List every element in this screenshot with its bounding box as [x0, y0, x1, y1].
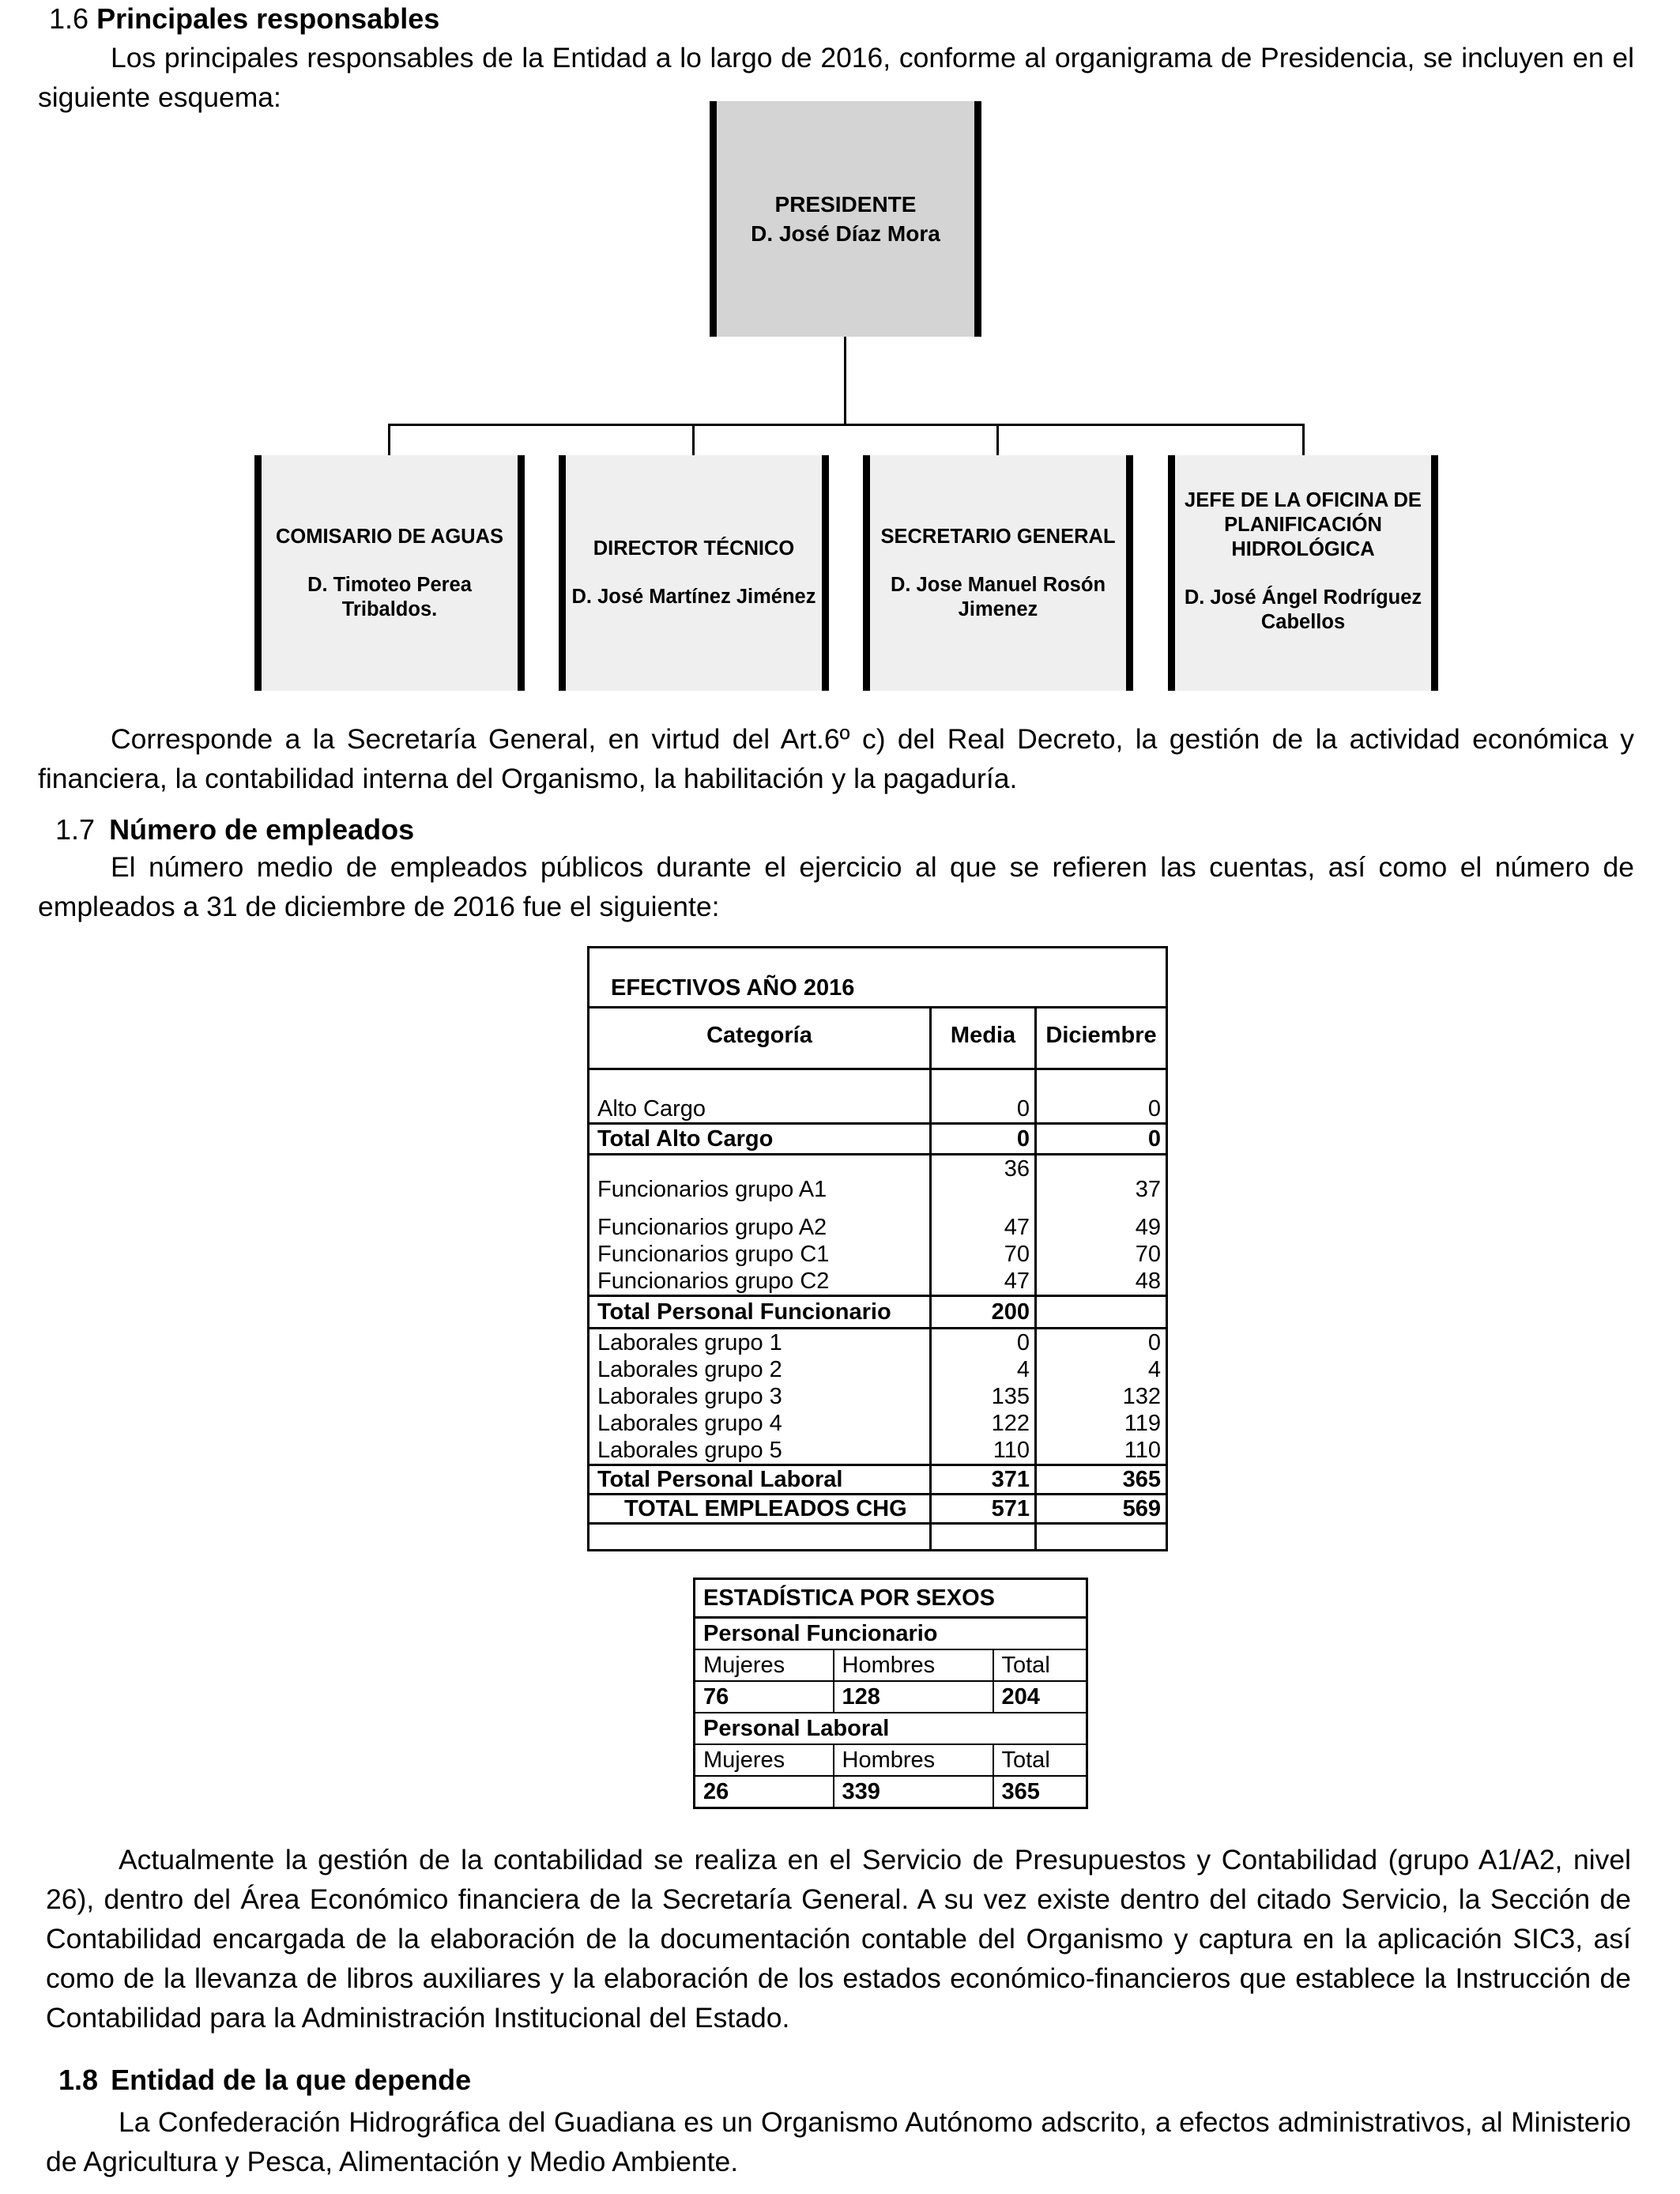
- value-cell: 204: [1001, 1684, 1040, 1710]
- cell-dic: 0: [1147, 1126, 1161, 1152]
- value-cell: 339: [834, 1776, 993, 1808]
- table-row: [590, 1095, 1166, 1124]
- org-name: D. José Ángel Rodríguez Cabellos: [1184, 586, 1422, 633]
- section-title: Número de empleados: [109, 813, 415, 846]
- cell-media: 571: [991, 1496, 1030, 1521]
- section-number: 1.6: [49, 2, 89, 35]
- col-header: Hombres: [834, 1649, 993, 1681]
- cell-media: 4: [1016, 1357, 1030, 1382]
- table-row: [695, 1579, 1087, 1618]
- paragraph-contabilidad: Actualmente la gestión de la contabilidad se realiza en el Servicio de Presupuestos y Contabilidad (grupo A1/A2, nivel 26), dentro del Área Económico financiera de la Secretaría General. A su vez existe dentro del citado Servicio, la Sección de Contabilidad encargada de la elaboración de la documentación contable del Organismo y captura en la aplicación SIC3, así como de la llevanza de libros auxiliares y la elaboración de los estados económico-financieros que establece la Instrucción de Contabilidad para la Administración Institucional del Estado.: [46, 1844, 1631, 2034]
- org-role: DIRECTOR TÉCNICO: [593, 537, 795, 560]
- cell-label: Laborales grupo 4: [597, 1411, 782, 1436]
- section-number: 1.7: [55, 813, 96, 846]
- col-header: Hombres: [834, 1744, 993, 1776]
- efectivos-table: [587, 946, 1168, 1551]
- sexos-table: [693, 1578, 1088, 1809]
- org-role: COMISARIO DE AGUAS: [275, 525, 504, 548]
- efectivos-title: EFECTIVOS AÑO 2016: [611, 975, 855, 1001]
- connector-line: [692, 424, 695, 455]
- cell-label: Laborales grupo 2: [597, 1357, 782, 1382]
- col-header: Mujeres: [695, 1744, 834, 1776]
- cell-media: 0: [1016, 1126, 1030, 1152]
- efectivos-body: [590, 1095, 1166, 1525]
- cell-dic: 70: [1135, 1242, 1161, 1267]
- cell-media: 122: [991, 1411, 1030, 1436]
- connector-line: [996, 424, 999, 455]
- table-row: [590, 1383, 1166, 1410]
- cell-dic: 49: [1135, 1215, 1161, 1240]
- table-row: [590, 1356, 1166, 1383]
- table-row: [695, 1713, 1087, 1744]
- table-row: [695, 1649, 1087, 1681]
- group-label: Personal Laboral: [703, 1716, 890, 1741]
- cell-dic: 365: [1122, 1467, 1161, 1492]
- table-row: [590, 1124, 1166, 1155]
- table-row: [590, 1241, 1166, 1268]
- table-row: [590, 1268, 1166, 1296]
- org-role: SECRETARIO GENERAL: [880, 525, 1116, 548]
- connector-line: [1302, 424, 1305, 455]
- table-row: [695, 1776, 1087, 1808]
- org-role: JEFE DE LA OFICINA DE PLANIFICACIÓN HIDROLÓGICA: [1185, 488, 1422, 560]
- value-cell: 26: [695, 1776, 834, 1808]
- cell-label: Funcionarios grupo A1: [597, 1177, 827, 1202]
- col-header: Total: [1001, 1747, 1050, 1773]
- cell-label: Laborales grupo 5: [597, 1438, 782, 1463]
- org-box-comisario: [254, 455, 525, 691]
- cell-label: Total Alto Cargo: [597, 1126, 774, 1152]
- section-number: 1.8: [58, 2064, 99, 2096]
- cell-media: 371: [991, 1467, 1030, 1492]
- cell-media: 110: [993, 1438, 1030, 1463]
- table-row: [590, 1203, 1166, 1241]
- cell-dic: 37: [1135, 1177, 1161, 1202]
- cell-label: Total Personal Laboral: [597, 1467, 843, 1492]
- header-categoria: Categoría: [706, 1023, 812, 1048]
- section-title: Principales responsables: [96, 2, 440, 35]
- org-name: D. José Díaz Mora: [751, 221, 940, 246]
- cell-label: Funcionarios grupo C2: [597, 1269, 830, 1294]
- cell-media: 200: [991, 1299, 1030, 1325]
- table-row: [590, 1465, 1166, 1495]
- org-name: D. José Martínez Jiménez: [571, 586, 816, 608]
- org-box-secretario: [863, 455, 1133, 691]
- paragraph-1-8: La Confederación Hidrográfica del Guadiana es un Organismo Autónomo adscrito, a efectos administrativos, al Ministerio de Agricultura y Pesca, Alimentación y Medio Ambiente.: [46, 2106, 1631, 2177]
- org-box-president: [710, 101, 981, 337]
- cell-media: 36: [1004, 1156, 1030, 1182]
- paragraph-intro-1-7: El número medio de empleados públicos durante el ejercicio al que se refieren las cuentas, así como el número de empleados a 31 de diciembre de 2016 fue el siguiente:: [38, 851, 1634, 922]
- connector-line: [388, 424, 1305, 426]
- cell-label: TOTAL EMPLEADOS CHG: [624, 1496, 907, 1521]
- org-box-jefe-planificacion: [1168, 455, 1438, 691]
- table-row: [590, 1155, 1166, 1204]
- paragraph-intro-1-6: Los principales responsables de la Entidad a lo largo de 2016, conforme al organigrama de Presidencia, se incluyen en el siguiente esquema:: [38, 42, 1634, 113]
- cell-dic: 4: [1147, 1357, 1161, 1382]
- section-heading-1-7: [55, 812, 414, 847]
- cell-dic: 119: [1124, 1411, 1161, 1436]
- header-diciembre: Diciembre: [1045, 1023, 1157, 1048]
- cell-dic: 132: [1122, 1384, 1161, 1409]
- table-row: [695, 1681, 1087, 1713]
- table-row: [590, 1296, 1166, 1329]
- col-header: Mujeres: [695, 1649, 834, 1681]
- table-row: [590, 1329, 1166, 1357]
- org-name: D. Timoteo Perea Tribaldos.: [307, 573, 472, 620]
- org-role: PRESIDENTE: [774, 192, 917, 217]
- org-name: D. Jose Manuel Rosón Jimenez: [890, 573, 1106, 620]
- value-cell: 365: [1001, 1779, 1040, 1804]
- table-row: [590, 1437, 1166, 1465]
- cell-dic: [1034, 1296, 1166, 1329]
- connector-line: [844, 337, 846, 425]
- cell-label: Funcionarios grupo A2: [597, 1215, 827, 1240]
- section-title: Entidad de la que depende: [111, 2064, 472, 2096]
- cell-label: Alto Cargo: [597, 1096, 706, 1122]
- cell-dic: 569: [1122, 1496, 1161, 1521]
- paragraph-secretaria: Corresponde a la Secretaría General, en virtud del Art.6º c) del Real Decreto, la gestión de la actividad económica y financiera, la contabilidad interna del Organismo, la habilitación y la pagaduría.: [38, 723, 1634, 794]
- cell-dic: 0: [1147, 1096, 1161, 1122]
- sexos-title: ESTADÍSTICA POR SEXOS: [703, 1585, 995, 1611]
- cell-media: 135: [991, 1384, 1030, 1409]
- table-row: [590, 1410, 1166, 1437]
- table-row: [695, 1744, 1087, 1776]
- cell-dic: 48: [1135, 1269, 1161, 1294]
- section-heading-1-6: [49, 2, 439, 36]
- connector-line: [388, 424, 390, 455]
- cell-label: Laborales grupo 1: [597, 1330, 782, 1355]
- cell-label: Funcionarios grupo C1: [597, 1242, 830, 1267]
- cell-media: 0: [1016, 1096, 1030, 1122]
- group-label: Personal Funcionario: [703, 1621, 938, 1646]
- header-media: Media: [950, 1023, 1016, 1048]
- value-cell: 76: [695, 1681, 834, 1713]
- cell-media: 0: [1016, 1330, 1030, 1355]
- cell-dic: 0: [1147, 1330, 1161, 1355]
- cell-label: Laborales grupo 3: [597, 1384, 782, 1409]
- cell-media: 47: [1004, 1215, 1030, 1240]
- cell-media: 70: [1004, 1242, 1030, 1267]
- section-heading-1-8: [58, 2063, 471, 2098]
- value-cell: 128: [834, 1681, 993, 1713]
- table-row: [695, 1618, 1087, 1650]
- col-header: Total: [1001, 1653, 1050, 1678]
- org-box-director: [559, 455, 829, 691]
- cell-label: Total Personal Funcionario: [597, 1299, 891, 1325]
- table-row: [590, 1495, 1166, 1524]
- cell-media: 47: [1004, 1269, 1030, 1294]
- cell-dic: 110: [1124, 1438, 1161, 1463]
